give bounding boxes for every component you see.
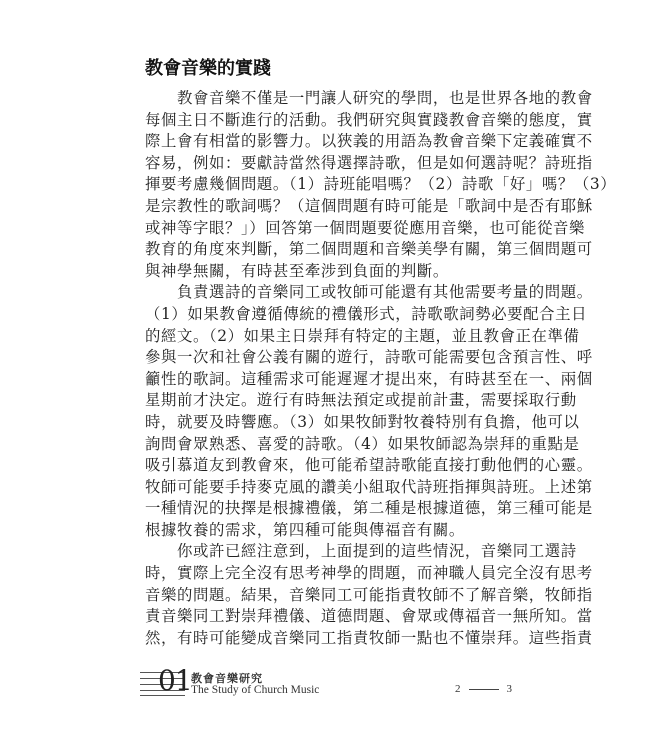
text-line: 負責選詩的音樂同工或牧師可能還有其他需要考量的問題。 (145, 283, 593, 302)
page-number-left: 2 (455, 683, 461, 695)
text-line: 的經文。（2）如果主日崇拜有特定的主題，並且教會正在準備 (145, 326, 580, 345)
text-line: （1）如果教會遵循傳統的禮儀形式，詩歌歌詞勢必要配合主日 (145, 304, 588, 323)
text-line: 時，就要及時響應。（3）如果牧師對牧養特別有負擔，他可以 (145, 412, 580, 431)
page-range-dash (469, 689, 499, 690)
chapter-number: 01 (158, 664, 192, 697)
text-line: 際上會有相當的影響力。以狹義的用語為教會音樂下定義確實不 (145, 132, 593, 151)
text-line: 籲性的歌詞。這種需求可能遲遲才提出來，有時甚至在一、兩個 (145, 369, 593, 388)
text-line: 然，有時可能變成音樂同工指責牧師一點也不懂崇拜。這些指責 (145, 628, 593, 647)
text-line: 一種情況的抉擇是根據禮儀，第二種是根據道德，第三種可能是 (145, 499, 593, 518)
text-line: 參與一次和社會公義有關的遊行，詩歌可能需要包含預言性、呼 (145, 348, 593, 367)
section-heading: 教會音樂的實踐 (145, 58, 271, 79)
text-line: 你或許已經注意到，上面提到的這些情況，音樂同工選詩 (145, 542, 577, 561)
text-line: 音樂的問題。結果，音樂同工可能指責牧師不了解音樂，牧師指 (145, 585, 593, 604)
text-line: 吸引慕道友到教會來，他可能希望詩歌能直接打動他們的心靈。 (145, 456, 593, 475)
text-line: 教會音樂不僅是一門讓人研究的學問，也是世界各地的教會 (145, 89, 593, 107)
page-number-right: 3 (506, 683, 512, 695)
text-line: 與神學無關，有時甚至牽涉到負面的判斷。 (145, 261, 449, 280)
page-numbers (455, 683, 512, 695)
text-line: 牧師可能要手持麥克風的讚美小組取代詩班指揮與詩班。上述第 (145, 477, 593, 496)
page-footer (0, 664, 650, 698)
text-line: 星期前才決定。遊行有時無法預定或提前計畫，需要採取行動 (145, 391, 577, 410)
chapter-title-english: The Study of Church Music (191, 684, 320, 696)
text-line: 或神等字眼？」）回答第一個問題要從應用音樂，也可能從音樂 (145, 218, 586, 237)
text-line: 時，實際上完全沒有思考神學的問題，而神職人員完全沒有思考 (145, 564, 593, 583)
text-line: 詢問會眾熟悉、喜愛的詩歌。（4）如果牧師認為崇拜的重點是 (145, 434, 580, 453)
body-text (145, 88, 617, 649)
text-line: 每個主日不斷進行的活動。我們研究與實踐教會音樂的態度，實 (145, 110, 593, 129)
text-line: 教育的角度來判斷，第二個問題和音樂美學有關，第三個問題可 (145, 240, 593, 259)
chapter-title-chinese: 教會音樂研究 (191, 672, 263, 685)
text-line: 是宗教性的歌詞嗎？（這個問題有時可能是「歌詞中是否有耶穌 (145, 196, 593, 215)
text-line: 根據牧養的需求，第四種可能與傳福音有關。 (145, 520, 465, 539)
text-line: 容易，例如：要獻詩當然得選擇詩歌，但是如何選詩呢？詩班指 (145, 153, 593, 172)
text-line: 責音樂同工對崇拜禮儀、道德問題、會眾或傳福音一無所知。當 (145, 607, 593, 626)
text-line: 揮要考慮幾個問題。（1）詩班能唱嗎？（2）詩歌「好」嗎？（3） (145, 175, 617, 194)
